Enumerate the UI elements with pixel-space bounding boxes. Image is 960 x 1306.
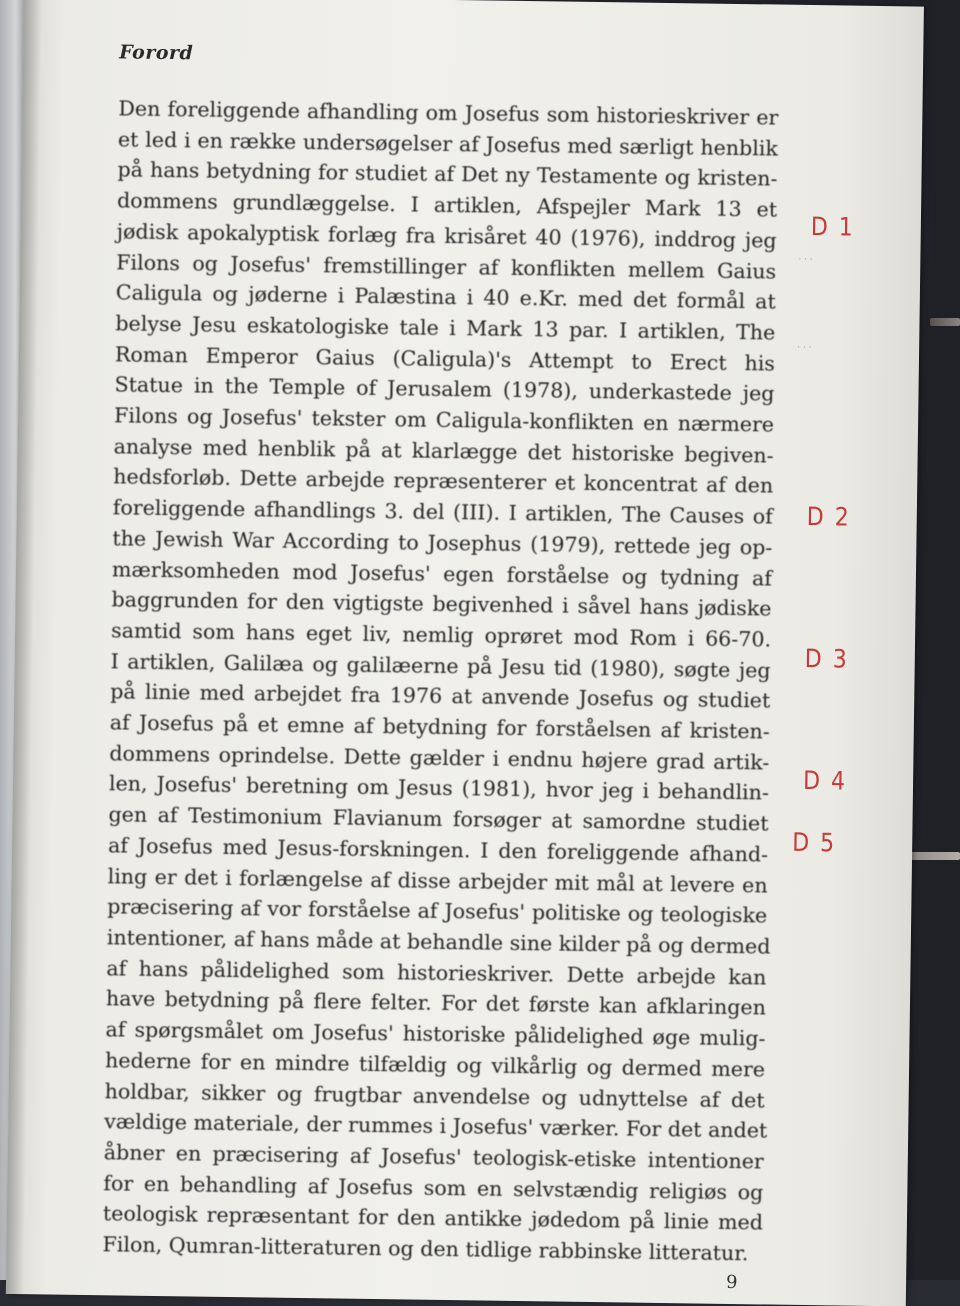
text-line: Filons og Josefus' tekster om Caligula-konflikten en nærmere	[113, 403, 775, 437]
text-line: på linie med arbejdet fra 1976 at anvende Josefus og studiet	[110, 679, 771, 713]
text-line: for en behandling af Josefus som en selvstændig religiøs og	[103, 1170, 764, 1205]
margin-pencil-ref: · · ·	[797, 342, 812, 354]
text-line: Caligula og jøderne i Palæstina i 40 e.Kr. med det formål at	[115, 280, 776, 314]
text-line: len, Josefus' beretning om Jesus (1981), hvor jeg i behandlin-	[108, 771, 770, 805]
text-line: analyse med henblik på at klarlægge det historiske begiven-	[113, 434, 774, 468]
text-line: vældige materiale, der rummes i Josefus' værker. For det andet	[104, 1109, 768, 1143]
margin-note-d4: D 4	[802, 767, 848, 797]
page-tab	[930, 318, 960, 326]
text-line: foreliggende afhandlings 3. del (III). I artiklen, The Causes of	[112, 495, 773, 529]
text-line: dommens oprindelse. Dette gælder i endnu højere grad artik-	[109, 741, 770, 775]
margin-note-d3: D 3	[804, 645, 849, 675]
margin-note-d5: D 5	[792, 828, 837, 859]
text-line: have betydning på flere felter. For det første kan afklaringen	[105, 986, 767, 1020]
text-line: af spørgsmålet om Josefus' historiske pålidelighed øge mulig-	[105, 1017, 766, 1051]
text-line: Den foreliggende afhandling om Josefus som historieskriver er	[118, 96, 779, 130]
margin-note-d1: D 1	[810, 213, 855, 243]
text-line: belyse Jesu eskatologiske tale i Mark 13 par. I artiklen, The	[115, 311, 776, 345]
text-line: hedsforløb. Dette arbejde repræsenterer et koncentrat af den	[113, 464, 774, 498]
text-line: I artiklen, Galilæa og galilæerne på Jesu tid (1980), søgte jeg	[110, 648, 771, 683]
text-line: teologisk repræsentant for den antikke jødedom på linie med	[102, 1201, 764, 1235]
text-line: samtid som hans eget liv, nemlig oprøret mod Rom i 66-70.	[110, 618, 772, 652]
text-line: præcisering af vor forståelse af Josefus' politiske og teologiske	[107, 894, 768, 928]
text-line: Filon, Qumran-litteraturen og den tidlige rabbinske litteratur.	[102, 1232, 749, 1266]
text-line: dommens grundlæggelse. I artiklen, Afspejler Mark 13 et	[116, 188, 778, 222]
page-tab	[905, 852, 960, 860]
text-line: af Josefus på et emne af betydning for forståelsen af kristen-	[109, 710, 770, 744]
text-line: ling er det i forlængelse af disse arbejder mit mål at levere en	[107, 863, 768, 898]
book-page	[6, 0, 924, 1306]
text-line: Roman Emperor Gaius (Caligula)'s Attempt to Erect his	[114, 341, 776, 376]
text-line: jødisk apokalyptisk forlæg fra krisåret 40 (1976), inddrog jeg	[116, 219, 777, 253]
text-line: gen af Testimonium Flavianum forsøger at samordne studiet	[108, 802, 769, 836]
text-line: et led i en række undersøgelser af Josefus med særligt henblik	[117, 127, 779, 161]
text-line: hederne for en mindre tilfældig og vilkårlig og dermed mere	[104, 1048, 766, 1082]
page-heading: Forord	[119, 41, 194, 65]
text-line: åbner en præcisering af Josefus' teologisk-etiske intentioner	[103, 1140, 764, 1174]
text-line: mærksomheden mod Josefus' egen forståelse og tydning af	[111, 556, 773, 591]
text-line: på hans betydning for studiet af Det ny Testamente og kristen-	[117, 157, 778, 191]
text-line: holdbar, sikker og frugtbar anvendelse og udnyttelse af det	[104, 1078, 765, 1112]
margin-note-d2: D 2	[806, 503, 851, 533]
body-text	[102, 93, 778, 1269]
text-line: Statue in the Temple of Jerusalem (1978), underkastede jeg	[114, 372, 775, 406]
margin-pencil-ref: · · ·	[798, 254, 813, 266]
text-line: baggrunden for den vigtigste begivenhed i såvel hans jødiske	[111, 587, 772, 621]
text-line: the Jewish War According to Josephus (1979), rettede jeg op-	[112, 526, 773, 560]
text-line: Filons og Josefus' fremstillinger af konflikten mellem Gaius	[116, 249, 777, 284]
page-number: 9	[725, 1271, 738, 1294]
text-line: af hans pålidelighed som historieskriver. Dette arbejde kan	[106, 955, 767, 990]
text-line: intentioner, af hans måde at behandle sine kilder på og dermed	[106, 925, 771, 959]
text-line: af Josefus med Jesus-forskningen. I den foreliggende afhand-	[107, 833, 769, 867]
